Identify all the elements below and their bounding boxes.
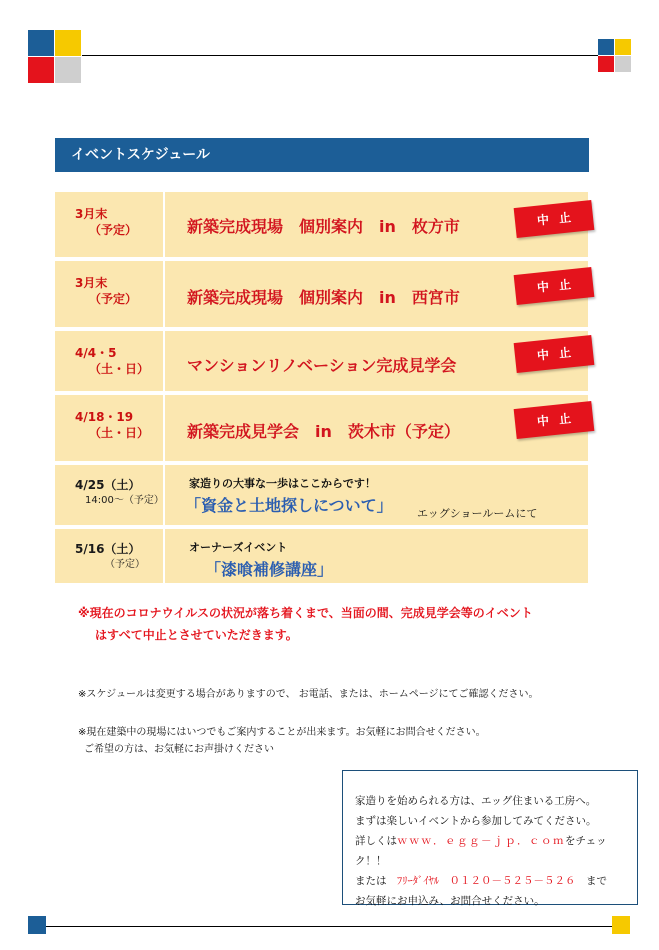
site-note: ※現在建築中の現場にはいつでもご案内することが出来ます。お気軽にお問合せください。 <box>78 727 486 738</box>
event-date-main: 3月末 <box>75 207 108 221</box>
contact-text: 詳しくは <box>355 835 397 847</box>
contact-line: 家造りを始められる方は、エッグ住まいる工房へ。 <box>355 795 597 807</box>
corner-square-grey <box>55 57 81 83</box>
row-divider <box>163 331 165 391</box>
bottom-rule <box>46 926 612 927</box>
event-title: 「資金と土地探しについて」 <box>185 496 393 515</box>
contact-line <box>355 831 637 871</box>
event-row <box>55 259 588 329</box>
event-title: マンションリノベーション完成見学会 <box>187 356 457 375</box>
website-link[interactable]: ｗｗｗ．ｅｇｇ－ｊｐ．ｃｏｍ <box>397 835 565 847</box>
event-date-sub: （土・日） <box>89 362 150 376</box>
row-divider <box>163 192 165 257</box>
event-date-main: 4/4・5 <box>75 346 117 360</box>
contact-line: お気軽にお申込み、お問合せください。 <box>355 895 545 907</box>
event-date-sub: （土・日） <box>89 426 150 440</box>
row-divider <box>163 395 165 461</box>
event-date-main: 3月末 <box>75 276 108 290</box>
event-title: 新築完成現場 個別案内 in 西宮市 <box>187 288 460 307</box>
corner-square-yellow <box>615 39 631 55</box>
corner-square-red <box>28 57 54 83</box>
event-row <box>55 463 588 527</box>
corner-square-red <box>598 56 614 72</box>
corner-square-blue <box>598 39 614 55</box>
event-lead: 家造りの大事な一歩はここからです！ <box>189 477 376 490</box>
event-date <box>75 206 137 238</box>
freedial-number: ﾌﾘｰﾀﾞｲﾔﾙ ０１２０－５２５－５２６ <box>397 875 576 887</box>
corner-square-yellow <box>55 30 81 56</box>
event-date-sub: 14:00～（予定） <box>85 495 164 506</box>
event-row <box>55 329 588 393</box>
cancelled-badge: 中止 <box>514 267 595 305</box>
event-date <box>75 541 145 573</box>
event-row <box>55 527 588 585</box>
event-row <box>55 393 588 463</box>
top-rule <box>82 55 598 56</box>
event-venue: エッグショールームにて <box>417 507 538 520</box>
event-date <box>75 345 149 377</box>
section-header: イベントスケジュール <box>55 138 589 172</box>
contact-text: まで <box>586 875 607 887</box>
cancelled-badge: 中止 <box>514 335 595 373</box>
event-lead: オーナーズイベント <box>189 541 288 554</box>
event-row <box>55 189 588 259</box>
event-date-sub: （予定） <box>105 559 145 570</box>
contact-box <box>342 770 638 905</box>
event-date-main: 4/18・19 <box>75 410 134 424</box>
corner-square-blue <box>28 30 54 56</box>
event-title: 新築完成現場 個別案内 in 枚方市 <box>187 217 460 236</box>
contact-text: または <box>355 875 387 887</box>
contact-line <box>355 871 637 891</box>
corner-square-yellow <box>612 916 630 934</box>
row-divider <box>163 261 165 327</box>
corner-square-grey <box>615 56 631 72</box>
event-date-main: 4/25（土） <box>75 478 141 492</box>
site-note: ご希望の方は、お気軽にお声掛けください <box>84 744 274 755</box>
contact-text: をチェック！！ <box>355 835 607 867</box>
notice-line: はすべて中止とさせていただきます。 <box>95 628 298 642</box>
event-date <box>75 477 164 509</box>
event-schedule <box>55 189 588 585</box>
event-date <box>75 275 137 307</box>
event-title: 新築完成見学会 in 茨木市（予定） <box>187 422 460 441</box>
covid-notice <box>78 602 533 646</box>
corner-square-blue <box>28 916 46 934</box>
event-date-main: 5/16（土） <box>75 542 141 556</box>
event-date <box>75 409 149 441</box>
cancelled-badge: 中止 <box>514 200 595 238</box>
notice-line: ※現在のコロナウイルスの状況が落ち着くまで、当面の間、完成見学会等のイベント <box>78 606 533 620</box>
schedule-note: ※スケジュールは変更する場合がありますので、 お電話、または、ホームページにてご確認ください。 <box>78 689 539 700</box>
contact-line: まずは楽しいイベントから参加してみてください。 <box>355 815 597 827</box>
cancelled-badge: 中止 <box>514 401 595 439</box>
event-date-sub: （予定） <box>89 292 138 306</box>
event-title: 「漆喰補修講座」 <box>205 560 334 579</box>
row-divider <box>163 529 165 583</box>
event-date-sub: （予定） <box>89 223 138 237</box>
